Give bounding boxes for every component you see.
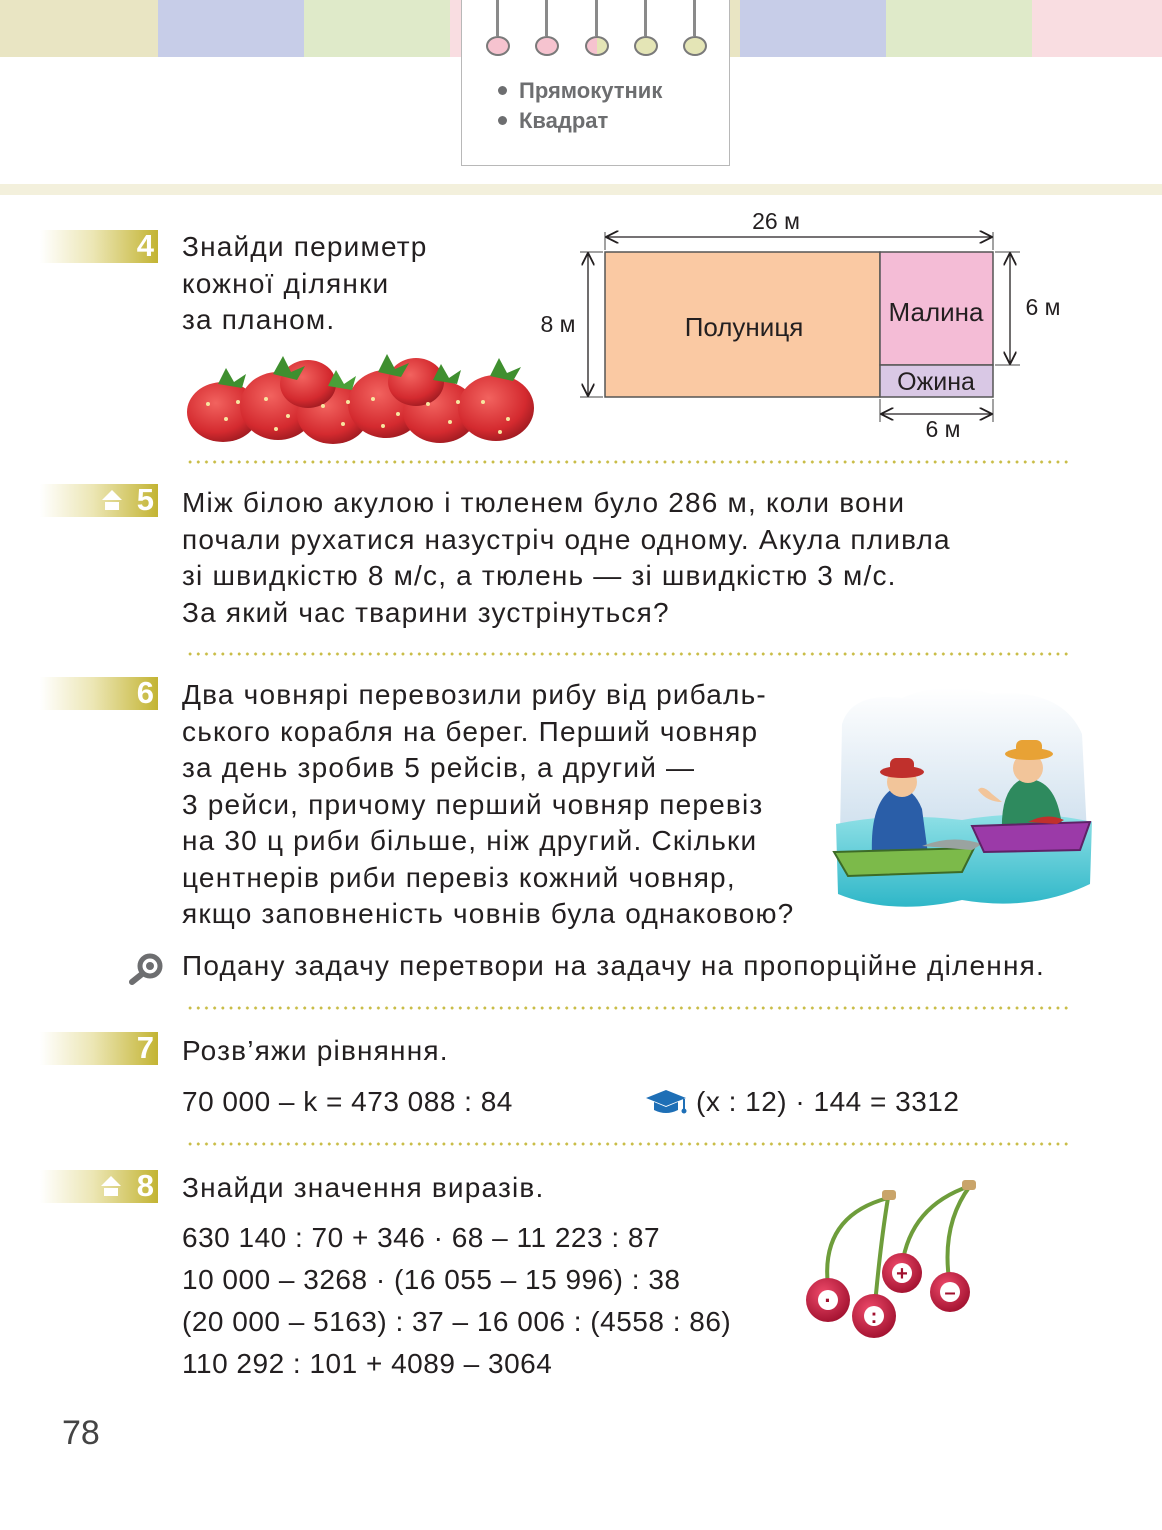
multiply-icon: · [824,1288,832,1313]
strawberries-illustration [178,344,548,446]
plus-icon: + [896,1263,908,1285]
topic-item [498,108,608,134]
expression: 630 140 : 70 + 346 · 68 – 11 223 : 87 [182,1222,661,1253]
boatmen-illustration [832,684,1094,916]
expression: 10 000 – 3268 · (16 055 – 15 996) : 38 [182,1264,681,1295]
task-number-bar [40,1032,158,1065]
divide-icon: : [870,1306,878,1328]
homework-icon [101,489,123,511]
text-line: зі швидкістю 8 м/с, а тюлень — зі швидкістю 3 м/с. [182,560,897,591]
text-line: За який час тварини зустрінуться? [182,596,670,628]
side-label: 6 м [1025,294,1061,320]
task-number-bar [40,677,158,710]
blackberry-label: Ожина [897,368,975,396]
minus-icon: – [944,1282,956,1304]
topic-item [498,78,662,104]
separator [186,1006,1068,1010]
expression: (20 000 – 5163) : 37 – 16 006 : (4558 : 86) [182,1306,732,1337]
task-number: 6 [136,675,154,710]
text-line: 3 рейси, причому перший човняр перевіз [182,788,764,820]
text-line: Знайди периметр [182,231,428,262]
text-line: почали рухатися назустріч одне одному. Акула пливла [182,523,951,555]
bottom-label: 6 м [925,416,961,442]
task-number-bar [40,1170,158,1203]
header-strip-segment [158,0,304,57]
task-number: 8 [136,1168,154,1203]
text-line: Два човнярі перевозили рибу від рибаль- [182,679,767,710]
bullet-icon [498,86,507,95]
separator [186,460,1068,464]
task7-title: Розв’яжи рівняння. [182,1035,449,1066]
homework-icon [100,1175,122,1197]
topic-label: Прямокутник [519,78,663,103]
header-divider [0,184,1162,195]
task6-extra: Подану задачу перетвори на задачу на пропорційне ділення. [182,950,1045,981]
width-label: 26 м [752,208,800,234]
task-number-bar [40,484,158,517]
header-strip-segment [0,0,158,57]
text-line: ського корабля на берег. Перший човняр [182,715,759,747]
task-number: 4 [136,228,154,263]
strawberry-label: Полуниця [684,312,804,342]
magnifier-icon [128,952,166,986]
text-line: центнерів риби перевіз кожний човняр, [182,861,736,893]
task6-text [182,677,794,933]
text-line: за планом. [182,304,336,335]
expression: 110 292 : 101 + 4089 – 3064 [182,1348,553,1379]
header-strip-segment [1032,0,1162,57]
text-line: на 30 ц риби більше, ніж другий. Скільки [182,825,758,856]
task5-text [182,485,951,631]
text-line: кожної ділянки [182,267,390,299]
text-line: Між білою акулою і тюленем було 286 м, коли вони [182,487,906,518]
text-line: якщо заповненість човнів була однаковою? [182,898,795,929]
bullet-icon [498,116,507,125]
header-strip-segment [740,0,886,57]
separator [186,652,1068,656]
separator [186,1142,1068,1146]
topic-label: Квадрат [519,108,609,133]
equation-2: (x : 12) · 144 = 3312 [696,1086,960,1117]
task4-text [182,229,428,339]
equation-1: 70 000 – k = 473 088 : 84 [182,1086,513,1117]
graduation-cap-icon [644,1088,690,1116]
garden-plan-diagram [520,200,1080,445]
page-number: 78 [62,1414,100,1452]
text-line: за день зробив 5 рейсів, а другий — [182,752,696,783]
raspberry-label: Малина [888,297,984,327]
header-strip-segment [304,0,450,57]
header-strip-segment [886,0,1032,57]
task-number: 5 [136,482,154,517]
task-number-bar [40,230,158,263]
cherries-illustration [800,1176,980,1341]
task-number: 7 [136,1030,154,1065]
task8-title: Знайди значення виразів. [182,1172,545,1203]
height-label: 8 м [540,311,576,337]
